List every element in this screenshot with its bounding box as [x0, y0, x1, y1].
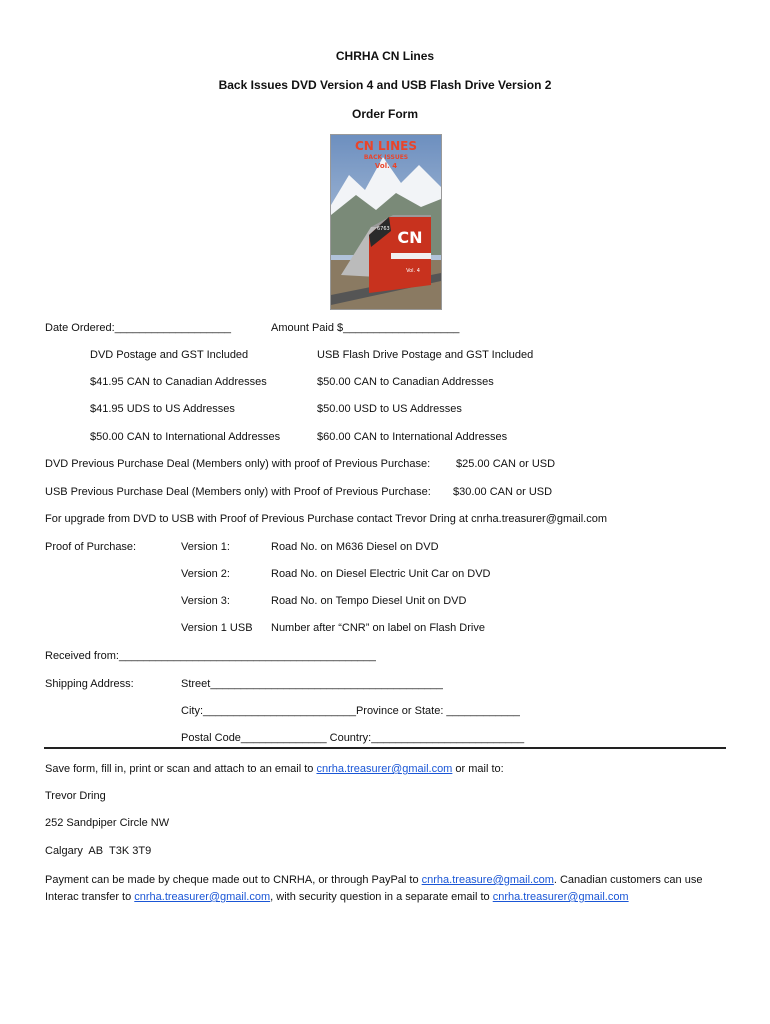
mail-instruction-suffix: or mail to: — [452, 763, 504, 775]
cover-subtitle: BACK ISSUES — [363, 154, 409, 161]
postal-country-field[interactable]: Postal Code______________ Country:_________________________ — [181, 732, 525, 744]
proof-version-label: Version 1: — [181, 541, 230, 553]
date-ordered-field[interactable]: Date Ordered:___________________ — [45, 322, 231, 334]
proof-version-label: Version 1 USB — [181, 622, 253, 634]
city-province-field[interactable]: City:_________________________Province or State: ____________ — [181, 705, 520, 717]
proof-version-text: Road No. on Tempo Diesel Unit on DVD — [271, 595, 467, 607]
mail-name: Trevor Dring — [45, 790, 106, 802]
mail-instructions — [45, 763, 504, 775]
paypal-email-link[interactable]: cnrha.treasure@gmail.com — [421, 874, 554, 886]
security-question-email-link[interactable]: cnrha.treasurer@gmail.com — [492, 891, 629, 903]
received-from-field[interactable]: Received from:__________________________________________ — [45, 650, 376, 662]
upgrade-note: For upgrade from DVD to USB with Proof of Previous Purchase contact Trevor Dring at cnrha.treasurer@gmail.com — [45, 513, 607, 525]
proof-version-text: Road No. on Diesel Electric Unit Car on DVD — [271, 568, 491, 580]
shipping-address-label: Shipping Address: — [45, 678, 134, 690]
cover-illustration — [331, 135, 441, 309]
cover-volume: Vol. 4 — [374, 162, 398, 170]
mail-street: 252 Sandpiper Circle NW — [45, 817, 170, 829]
mail-instruction-text: Save form, fill in, print or scan and attach to an email to — [45, 763, 317, 775]
payment-instructions — [45, 872, 735, 906]
dvd-deal-label: DVD Previous Purchase Deal (Members only) with proof of Previous Purchase: — [45, 458, 431, 470]
proof-version-text: Road No. on M636 Diesel on DVD — [271, 541, 439, 553]
proof-version-text: Number after “CNR” on label on Flash Drive — [271, 622, 485, 634]
dvd-deal-price: $25.00 CAN or USD — [456, 458, 556, 470]
cover-locomotive-number: 6763 — [377, 226, 390, 232]
usb-pricing-heading: USB Flash Drive Postage and GST Included — [317, 349, 534, 361]
dvd-cover-image — [330, 134, 442, 310]
amount-paid-field[interactable]: Amount Paid $___________________ — [271, 322, 460, 334]
payment-text-interac: . Canadian customers can use Interac transfer to — [45, 874, 703, 903]
form-title: Order Form — [351, 107, 418, 121]
page-title: CHRHA CN Lines — [335, 49, 435, 63]
proof-version-label: Version 2: — [181, 568, 230, 580]
treasurer-email-link[interactable]: cnrha.treasurer@gmail.com — [316, 763, 453, 775]
street-field[interactable]: Street______________________________________ — [181, 678, 443, 690]
payment-text-security: , with security question in a separate email to — [270, 891, 493, 903]
usb-price-canada: $50.00 CAN to Canadian Addresses — [317, 376, 494, 388]
mail-city: Calgary AB T3K 3T9 — [45, 845, 152, 857]
interac-email-link[interactable]: cnrha.treasurer@gmail.com — [134, 891, 271, 903]
divider — [44, 747, 726, 749]
proof-version-label: Version 3: — [181, 595, 230, 607]
dvd-price-canada: $41.95 CAN to Canadian Addresses — [90, 376, 267, 388]
payment-text: Payment can be made by cheque made out to CNRHA, or through PayPal to — [45, 874, 422, 886]
usb-price-us: $50.00 USD to US Addresses — [317, 403, 462, 415]
cover-logo: CN — [397, 228, 423, 247]
usb-price-international: $60.00 CAN to International Addresses — [317, 431, 508, 443]
cover-brand: CN LINES — [354, 139, 418, 153]
cover-footer: Vol. 4 — [406, 268, 420, 274]
usb-deal-label: USB Previous Purchase Deal (Members only) with Proof of Previous Purchase: — [45, 486, 431, 498]
dvd-pricing-heading: DVD Postage and GST Included — [90, 349, 249, 361]
usb-deal-price: $30.00 CAN or USD — [453, 486, 553, 498]
dvd-price-us: $41.95 UDS to US Addresses — [90, 403, 235, 415]
page-subtitle: Back Issues DVD Version 4 and USB Flash Drive Version 2 — [218, 78, 552, 92]
proof-of-purchase-label: Proof of Purchase: — [45, 541, 137, 553]
dvd-price-international: $50.00 CAN to International Addresses — [90, 431, 281, 443]
